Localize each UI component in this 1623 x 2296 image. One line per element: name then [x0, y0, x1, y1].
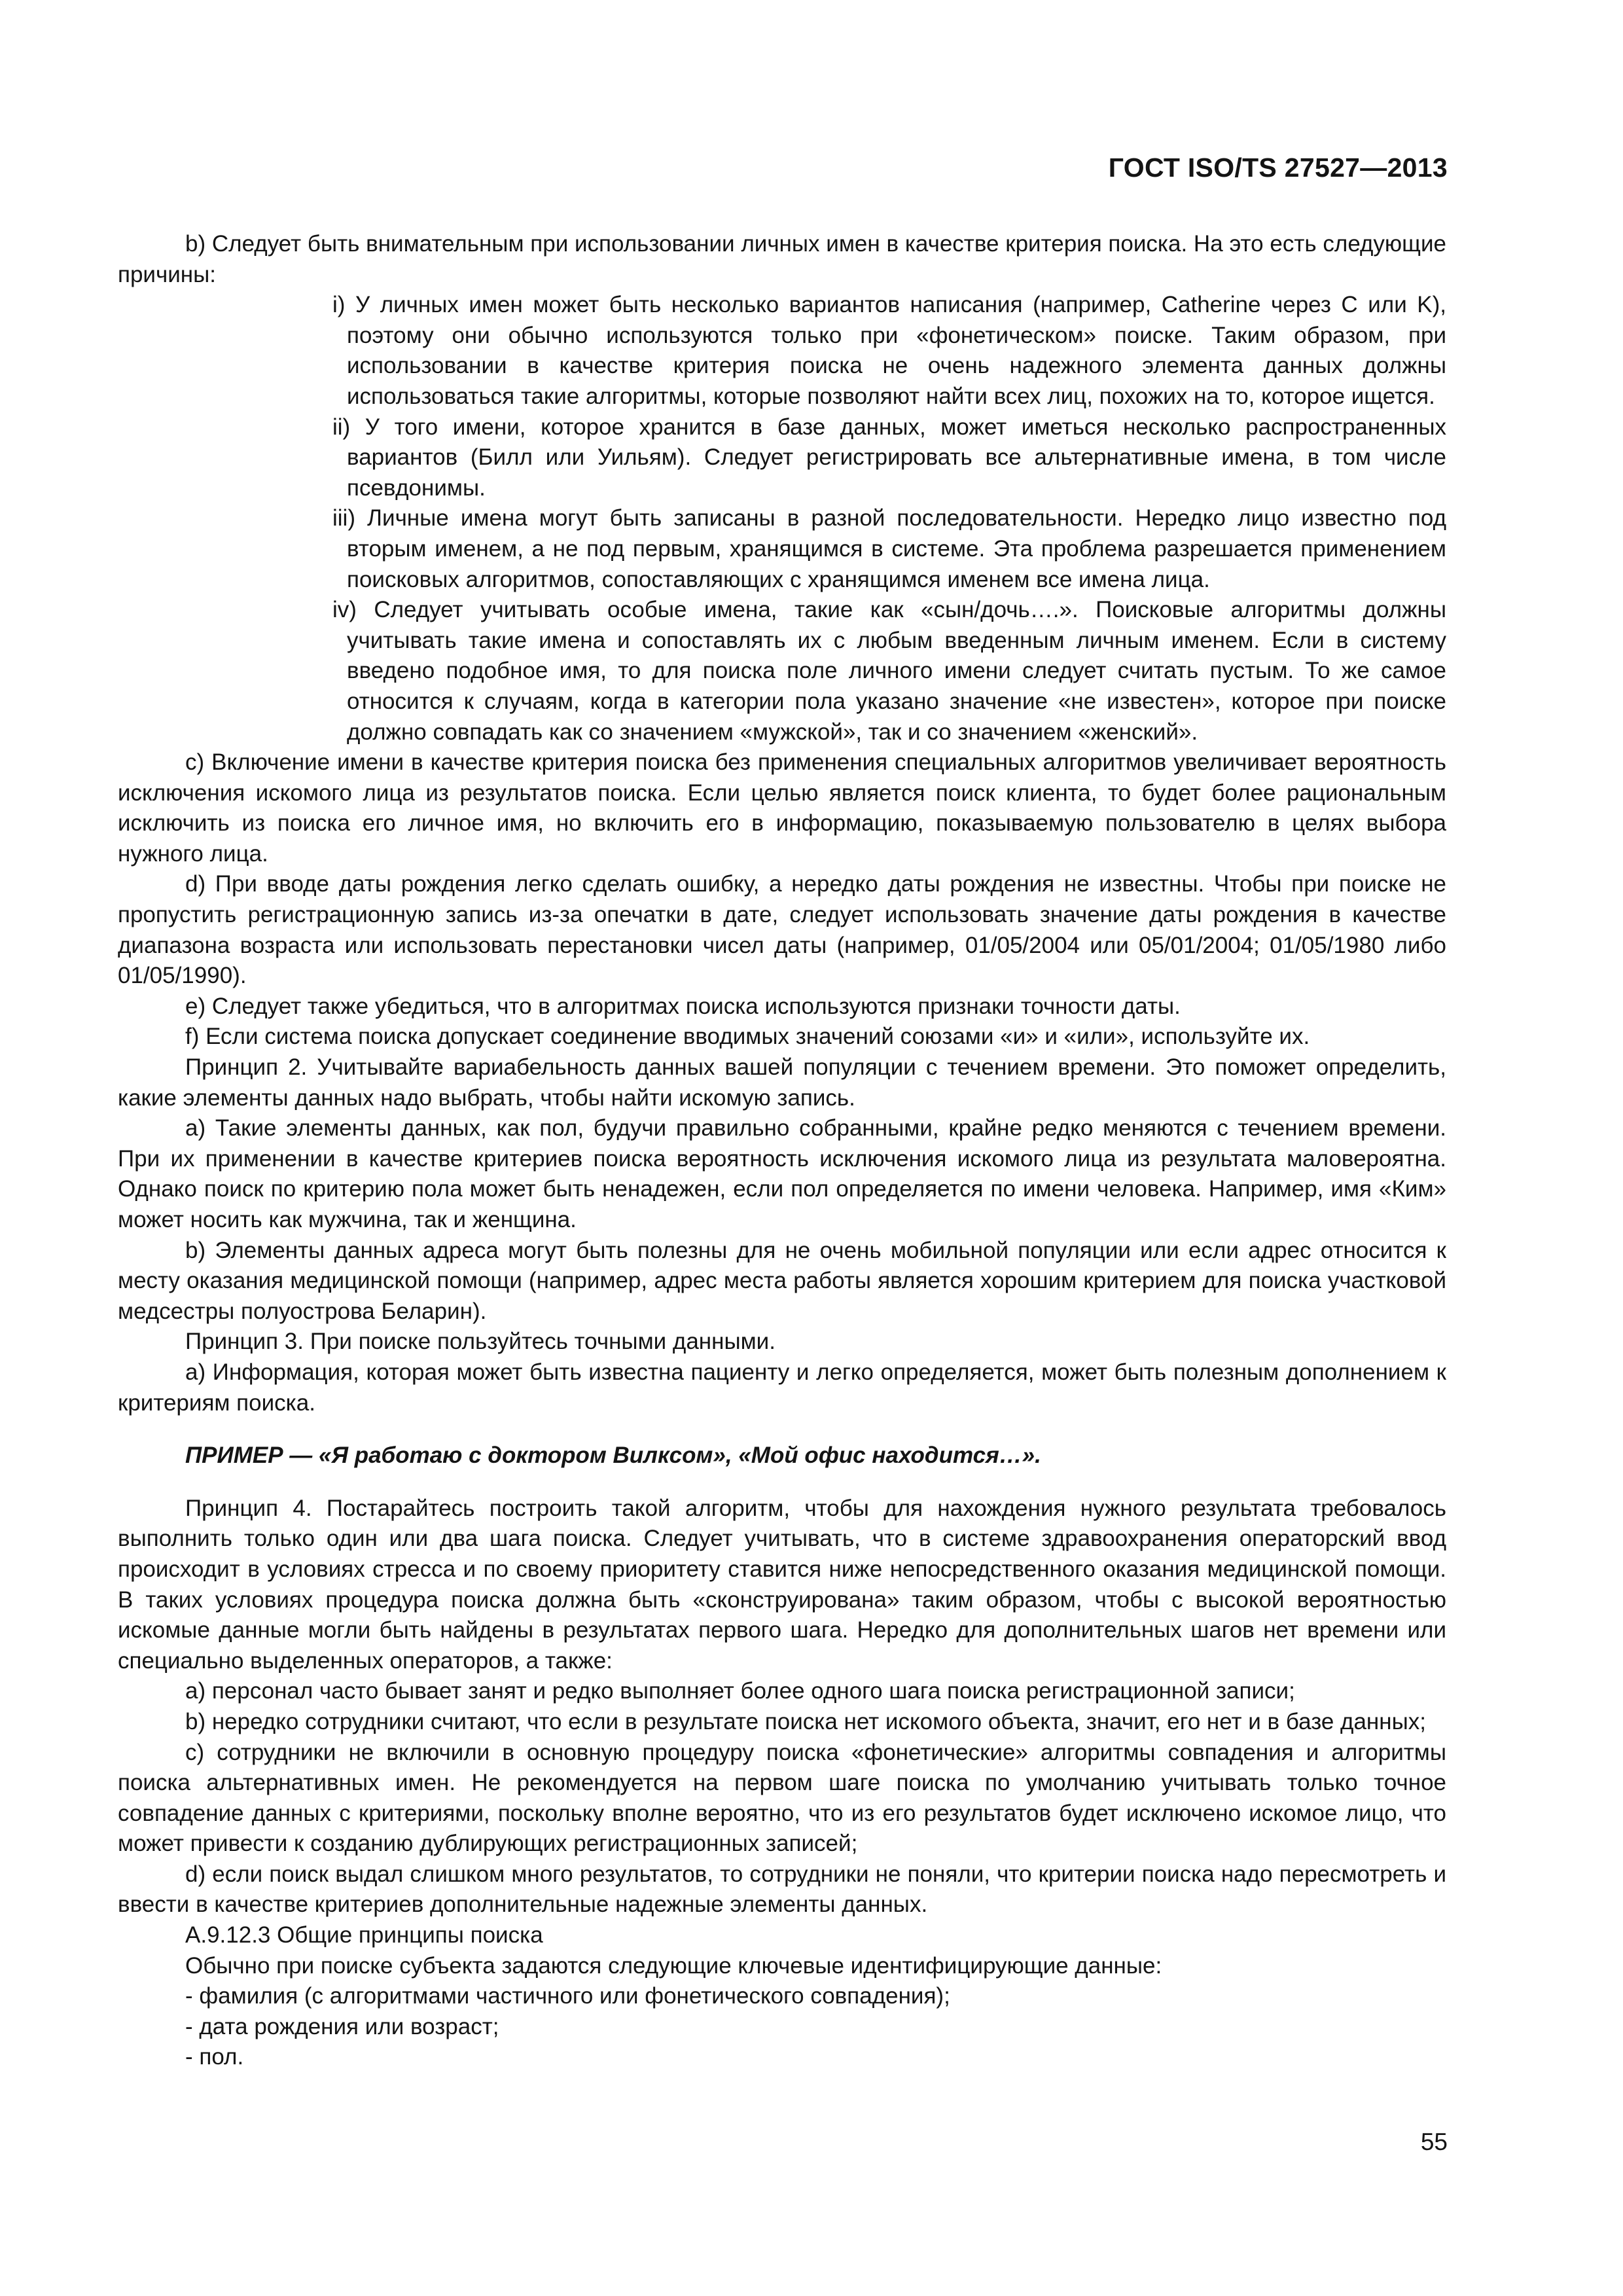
- principle-2-item-b: b) Элементы данных адреса могут быть полезны для не очень мобильной популяции или если адрес относится к месту оказания медицинской помощи (например, адрес места работы является хорошим критерием для поиска участковой медсестры полуострова Беларин).: [118, 1237, 1446, 1324]
- paragraph-c: c) Включение имени в качестве критерия поиска без применения специальных алгоритмов увеличивает вероятность исключения искомого лица из результатов поиска. Если целью является поиск клиента, то будет более рациональным исключить из поиска его личное имя, но включить его в информацию, показываемую пользователю в целях выбора нужного лица.: [118, 749, 1446, 867]
- list-item: - пол.: [185, 2044, 244, 2070]
- principle-2-item-a: a) Такие элементы данных, как пол, будучи правильно собранными, крайне редко меняются с течением времени. При их применении в качестве критериев поиска вероятность исключения искомого лица из результата маловероятна. Однако поиск по критерию пола может быть ненадежен, если пол определяется по имени человека. Например, имя «Ким» может носить как мужчина, так и женщина.: [118, 1115, 1446, 1232]
- paragraph-f: f) Если система поиска допускает соединение вводимых значений союзами «и» и «или», используйте их.: [185, 1024, 1310, 1050]
- sub-item-i: i) У личных имен может быть несколько вариантов написания (например, Catherine через C или K), поэтому они обычно используются только при «фонетическом» поиске. Таким образом, при использовании в качестве критерия поиска не очень надежного элемента данных должны использоваться такие алгоритмы, которые позволяют найти всех лиц, похожих на то, которое ищется.: [332, 292, 1446, 409]
- page-number: 55: [1420, 2128, 1448, 2155]
- example-note: ПРИМЕР — «Я работаю с доктором Вилксом», «Мой офис находится…».: [185, 1443, 1041, 1469]
- paragraph-b-intro: b) Следует быть внимательным при использовании личных имен в качестве критерия поиска. На это есть следующие причины:: [118, 231, 1446, 287]
- principle-3-item-a: a) Информация, которая может быть известна пациенту и легко определяется, может быть полезным дополнением к критериям поиска.: [118, 1359, 1446, 1416]
- paragraph-e: e) Следует также убедиться, что в алгоритмах поиска используются признаки точности даты.: [185, 993, 1181, 1019]
- standard-designation: ГОСТ ISO/TS 27527—2013: [1108, 152, 1448, 183]
- sub-item-iii: iii) Личные имена могут быть записаны в разной последовательности. Нередко лицо известно под вторым именем, а не под первым, хранящимся в системе. Эта проблема разрешается применением поисковых алгоритмов, сопоставляющих с хранящимся именем все имена лица.: [332, 505, 1446, 592]
- principle-3: Принцип 3. При поиске пользуйтесь точными данными.: [185, 1329, 776, 1355]
- sub-item-ii: ii) У того имени, которое хранится в базе данных, может иметься несколько распространенных вариантов (Билл или Уильям). Следует регистрировать все альтернативные имена, в том числе псевдонимы.: [332, 414, 1446, 501]
- page-body: [118, 229, 1446, 2073]
- principle-4-item-d: d) если поиск выдал слишком много результатов, то сотрудники не поняли, что критерии поиска надо пересмотреть и ввести в качестве критериев дополнительные надежные элементы данных.: [118, 1861, 1446, 1918]
- principle-4-item-c: c) сотрудники не включили в основную процедуру поиска «фонетические» алгоритмы совпадения и алгоритмы поиска альтернативных имен. Не рекомендуется на первом шаге поиска по умолчанию учитывать только точное совпадение данных с критериями, поскольку вполне вероятно, что из его результатов будет исключено искомое лицо, что может привести к созданию дублирующих регистрационных записей;: [118, 1739, 1446, 1857]
- paragraph-d: d) При вводе даты рождения легко сделать ошибку, а нередко даты рождения не известны. Чтобы при поиске не пропустить регистрационную запись из-за опечатки в дате, следует использовать значение даты рождения в качестве диапазона возраста или использовать перестановки чисел даты (например, 01/05/2004 или 05/01/2004; 01/05/1980 либо 01/05/1990).: [118, 871, 1446, 989]
- principle-2: Принцип 2. Учитывайте вариабельность данных вашей популяции с течением времени. Это поможет определить, какие элементы данных надо выбрать, чтобы найти искомую запись.: [118, 1054, 1446, 1111]
- list-item: - дата рождения или возраст;: [185, 2013, 499, 2039]
- principle-4-item-b: b) нередко сотрудники считают, что если в результате поиска нет искомого объекта, значит, его нет и в базе данных;: [185, 1708, 1426, 1734]
- principle-4-item-a: a) персонал часто бывает занят и редко выполняет более одного шага поиска регистрационной записи;: [185, 1678, 1295, 1704]
- section-heading: А.9.12.3 Общие принципы поиска: [185, 1922, 543, 1948]
- section-intro: Обычно при поиске субъекта задаются следующие ключевые идентифицирующие данные:: [185, 1952, 1162, 1979]
- sub-item-iv: iv) Следует учитывать особые имена, такие как «сын/дочь….». Поисковые алгоритмы должны учитывать такие имена и сопоставлять их с любым введенным личным именем. Если в систему введено подобное имя, то для поиска поле личного имени следует считать пустым. То же самое относится к случаям, когда в категории пола указано значение «не известен», которое при поиске должно совпадать как со значением «мужской», так и со значением «женский».: [332, 597, 1446, 745]
- principle-4: Принцип 4. Постарайтесь построить такой алгоритм, чтобы для нахождения нужного результата требовалось выполнить только один или два шага поиска. Следует учитывать, что в системе здравоохранения операторский ввод происходит в условиях стресса и по своему приоритету ставится ниже непосредственного оказания медицинской помощи. В таких условиях процедура поиска должна быть «сконструирована» таким образом, чтобы с высокой вероятностью искомые данные могли быть найдены в результатах первого шага. Нередко для дополнительных шагов нет времени или специально выделенных операторов, а также:: [118, 1495, 1446, 1674]
- list-item: - фамилия (с алгоритмами частичного или фонетического совпадения);: [185, 1983, 950, 2009]
